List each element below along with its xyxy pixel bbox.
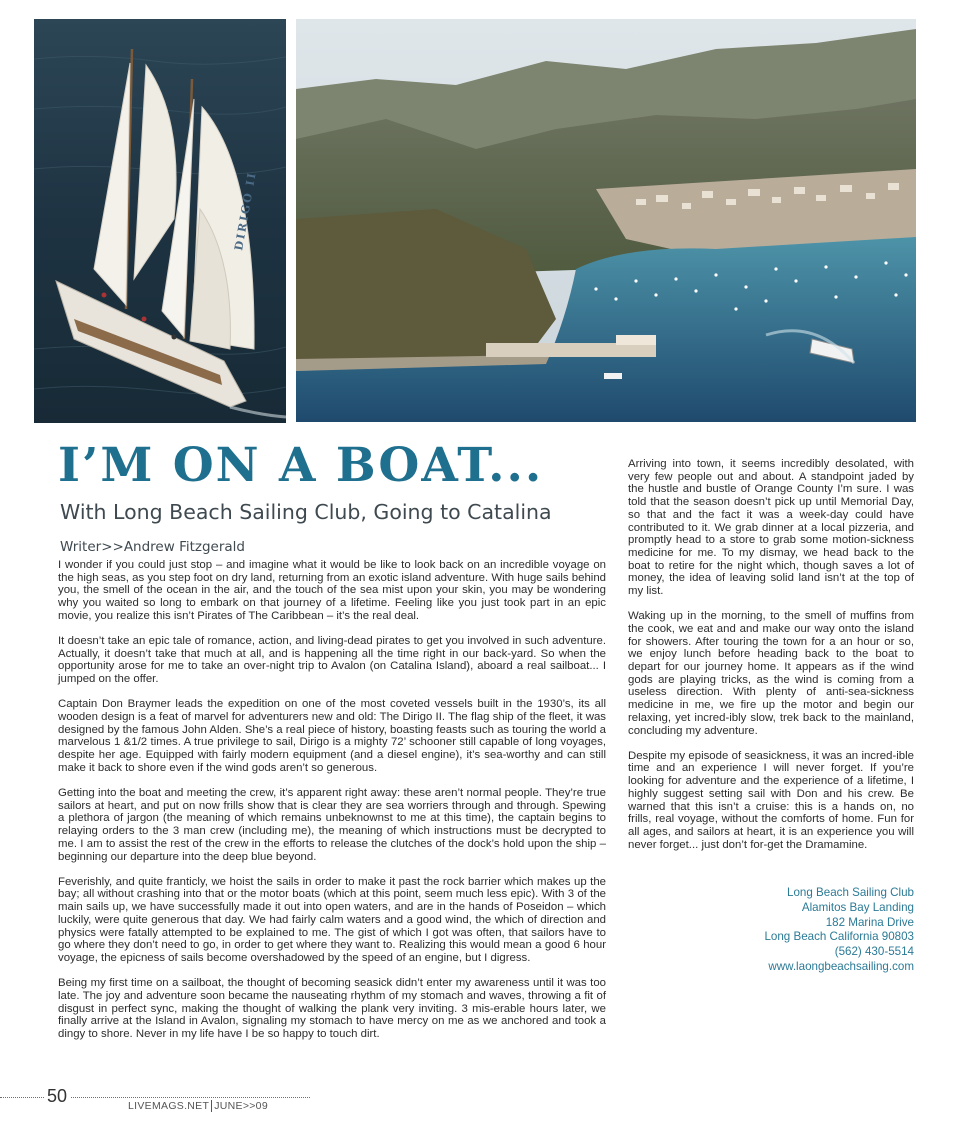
contact-city: Long Beach California 90803 (764, 930, 914, 944)
schooner-photo (34, 19, 286, 423)
contact-name: Long Beach Sailing Club (787, 886, 914, 899)
paragraph: Despite my episode of seasickness, it was an incred-ible time and an experience I will never forget. If you’re looking for adventure and the experience of a lifetime, I highly suggest setting sail with Don and his crew. Be warned that this isn’t a cruise: this is a hands on, no frills, real voyage, without the comforts of home. Fun for all ages, and sailors at heart, it is an experience you will never forget... just don’t for-get the Dramamine. (628, 749, 914, 851)
contact-phone: (562) 430-5514 (834, 945, 914, 959)
footer-publication (128, 1100, 268, 1112)
paragraph: Arriving into town, it seems incredibly desolated, with very few people out and about. A standpoint jaded by the hustle and bustle of Orange County I’m sure. I was told that the season doesn’t pick up until Memorial Day, so that and the fact it was a week-day could have contributed to it. We grab dinner at a local pizzeria, and promptly head to a store to grab some motion-sickness medicine for me. To my dismay, we head back to the boat to retire for the night which, though saves a lot of money, the idea of leaving solid land isn’t at the top of my list. (628, 458, 914, 598)
paragraph: Captain Don Braymer leads the expedition on one of the most coveted vessels built in the 1930’s, its all wooden design is a feat of marvel for adventurers new and old: The Dirigo II. The flag ship of the fleet, it was designed by the famous John Alden. She’s a real piece of history, boasting feasts such as touring the world a marvelous 1 &1/2 times. A true privilege to sail, Dirigo is a mighty 72’ schooner still capable of long voyages, despite her age. Equipped with fairly modern equipment (and a diesel engine), it’s sea-worthy and can still make it back to shore even if the wind gods aren’t so generous. (58, 698, 606, 774)
paragraph: It doesn’t take an epic tale of romance, action, and living-dead pirates to get you involved in such adventure. Actually, it doesn’t take that much at all, and is happening all the time right in our back-yard. So when the opportunity arose for me to take an over-night trip to Avalon (on Catalina Island), aboard a real sailboat... I jumped on the offer. (58, 635, 606, 686)
contact-website-link[interactable]: www.laongbeachsailing.com (768, 959, 914, 973)
schooner-illustration (34, 19, 286, 423)
footer-site: LIVEMAGS.NET (128, 1100, 210, 1112)
paragraph: Being my first time on a sailboat, the thought of becoming seasick didn’t enter my awareness until it was too late. The joy and adventure soon became the nauseating rhythm of my stomach and waves, throwing a fit of disgust in perfect sync, making the thought of walking the plank very inviting. 3 mis-erable hours later, we finally arrive at the Island in Avalon, signaling my stomach to have mercy on me as we anchored and took a dingy to shore. Never in my life have I be so happy to touch dirt. (58, 977, 606, 1040)
byline: Writer>>Andrew Fitzgerald (60, 539, 245, 555)
paragraph: I wonder if you could just stop – and imagine what it would be like to look back on an incredible voyage on the high seas, as you step foot on dry land, returning from an exotic island adventure. With huge sails behind you, the smell of the ocean in the air, and the touch of the sea mist upon your skin, you may be wondering why you waited so long to embark on that journey of a lifetime. Feeling like you just took part in an epic movie, you realize this isn’t Pirates of The Caribbean – it’s the real deal. (58, 559, 606, 622)
paragraph: Getting into the boat and meeting the crew, it’s apparent right away: these aren’t normal people. They’re true sailors at heart, and put on now frills show that is clear they are sea worriers through and through. Spewing a plethora of jargon (the meaning of which remains unbeknownst to me at this time), the captain begins to relaying orders to the 3 man crew (including me), the meaning of which instructions must be decrypted to me. I am to assist the rest of the crew in the efforts to release the clutches of the dock’s hold upon the ship – beginning our departure into the deep blue beyond. (58, 787, 606, 863)
paragraph: Feverishly, and quite franticly, we hoist the sails in order to make it past the rock barrier which makes up the bay; all without crashing into that or the motor boats (which at this point, seem much less epic). With 3 of the main sails up, we have successfully made it out into open waters, and are in the hands of Poseidon – which luckily, were quite generous that day. We had fairly calm waters and a good wind, the which of direction and physics were fatally attempted to be explained to me. The gist of which I got was often, that sailors have to go where they don’t need to go, in order to get where they want to. Realizing this would mean a good 6 hour voyage, the epicness of sails become overshadowed by the speed of an engine, but I digress. (58, 875, 606, 964)
footer-separator (211, 1100, 212, 1112)
contact-block (700, 886, 914, 975)
article-title: I’M ON A BOAT... (58, 438, 544, 493)
paragraph: Waking up in the morning, to the smell of muffins from the cook, we eat and and make our way onto the island for showers. After touring the town for a an hour or so, we enjoy lunch before heading back to the boat to depart for our journey home. It appears as if the wind gods are playing tricks, as the wind is coming from a useless direction. With plenty of anti-sea-sickness medicine in me, we fire up the motor and begin our relaxing, yet incred-ibly slow, trek back to the mainland, concluding my adventure. (628, 610, 914, 737)
page-number: 50 (44, 1086, 70, 1106)
contact-place: Alamitos Bay Landing (801, 900, 914, 914)
contact-street: 182 Marina Drive (825, 915, 914, 929)
article-subtitle: With Long Beach Sailing Club, Going to Catalina (60, 500, 552, 524)
sail-label: DIRIGO II (232, 170, 259, 252)
harbor-illustration (296, 19, 916, 422)
body-column-right (628, 458, 914, 864)
footer-issue: JUNE>>09 (214, 1100, 268, 1112)
body-column-left (58, 559, 606, 1053)
avalon-harbor-photo (296, 19, 916, 422)
